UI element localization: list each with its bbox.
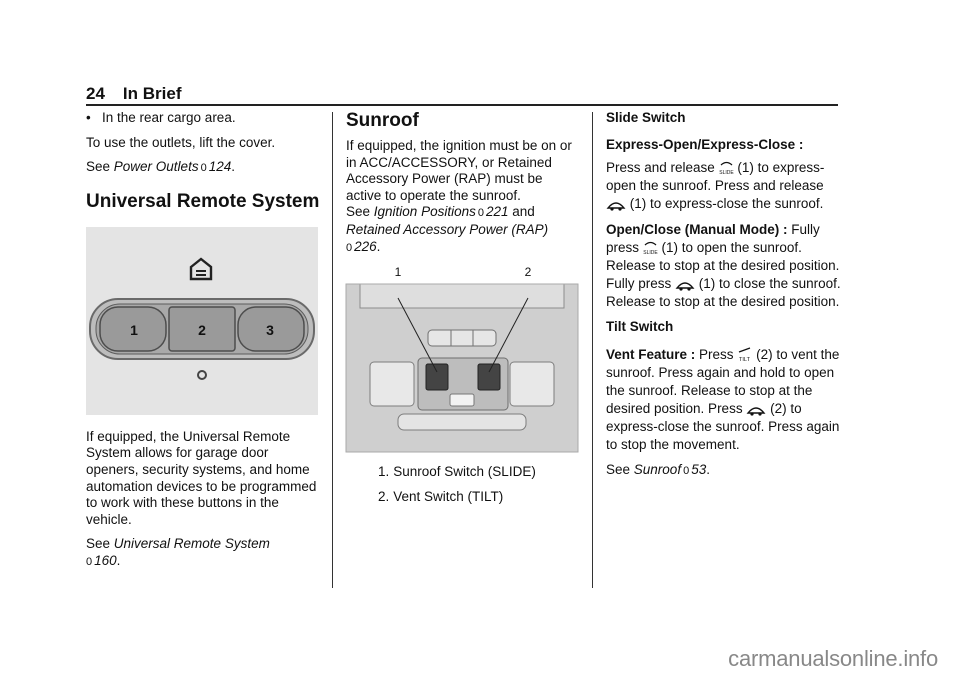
see-universal-remote: See Universal Remote System 0 160. (86, 536, 270, 568)
universal-remote-figure (86, 227, 318, 415)
svg-text:SLIDE: SLIDE (718, 170, 734, 177)
sunroof-switch-figure (346, 264, 578, 454)
slide-switch-icon (426, 364, 448, 390)
remote-button-1-label: 1 (130, 321, 138, 338)
remote-button-2-label: 2 (198, 321, 206, 338)
heading-slide-switch: Slide Switch (606, 110, 686, 125)
slide-open-icon (720, 160, 733, 175)
page-ref-icon: 0 (477, 207, 484, 220)
heading-tilt-switch: Tilt Switch (606, 319, 674, 335)
watermark: carmanualsonline.info (728, 646, 938, 671)
page-ref-icon: 0 (346, 241, 353, 254)
sunroof-close-icon (607, 199, 625, 211)
manual-label: Open/Close (Manual Mode) : (606, 222, 788, 238)
sunroof-body: If equipped, the ignition must be on or in ACC/ACCESSORY, or Retained Accessory Power (RAP) must be active to operate the sunroof. (346, 138, 572, 203)
svg-text:SLIDE: SLIDE (643, 250, 658, 257)
remote-button-3-label: 3 (266, 321, 274, 338)
vent-text: Vent Feature : Press TILT (2) to vent the sunroof. Press again and hold to open the sunroof. Release to stop at the desired position. Press (2) to express-close the sunroof. Press again to stop the movement. (606, 346, 840, 452)
bullet-item: • In the rear cargo area. (86, 110, 236, 125)
express-text: Press and release SLIDE (1) to express-open the sunroof. Press and release (1) to express-close the sunroof. (606, 160, 825, 212)
caption-1: 1. Sunroof Switch (SLIDE) (378, 464, 536, 480)
heading-express: Express-Open/Express-Close : (606, 136, 804, 152)
see-ignition: See Ignition Positions 0 221 and Retained Accessory Power (RAP) 0 226. (346, 204, 549, 254)
manual-text: Open/Close (Manual Mode) : Fully press SLIDE (1) to open the sunroof. Release to stop at the desired position. Fully press (1) to close the sunroof. Release to stop at the desired position. (606, 222, 841, 310)
column-2 (346, 110, 580, 513)
heading-sunroof: Sunroof (346, 110, 419, 131)
header-rule (86, 104, 838, 106)
page-ref-icon: 0 (200, 162, 207, 175)
callout-2: 2 (524, 265, 532, 280)
callout-1: 1 (394, 265, 402, 280)
column-divider-1 (332, 112, 333, 588)
link-universal-remote[interactable]: Universal Remote System (113, 536, 270, 552)
page-ref-icon: 0 (86, 555, 93, 568)
page-number: 24 (86, 84, 105, 103)
sunroof-close-icon (676, 279, 694, 291)
caption-2: 2. Vent Switch (TILT) (378, 488, 504, 504)
sunroof-close-icon (747, 404, 765, 416)
column-3 (606, 110, 842, 487)
slide-open-icon (644, 240, 657, 255)
heading-universal-remote: Universal Remote System (86, 190, 320, 212)
link-sunroof[interactable]: Sunroof (633, 461, 682, 477)
page-ref-icon: 0 (683, 464, 690, 477)
svg-text:TILT: TILT (739, 356, 751, 363)
tilt-switch-icon (478, 364, 500, 390)
link-power-outlets[interactable]: Power Outlets (113, 159, 199, 175)
universal-remote-body: If equipped, the Universal Remote System allows for garage door openers, security systems, and home automation devices to be programmed to work with these buttons in the vehicle. (86, 428, 317, 527)
bullet-icon: • (86, 110, 91, 125)
link-rap[interactable]: Retained Accessory Power (RAP) (346, 221, 549, 237)
page-header (86, 84, 199, 104)
tilt-vent-icon (738, 347, 751, 362)
see-sunroof: See Sunroof 0 53. (606, 461, 710, 477)
vent-label: Vent Feature : (606, 346, 696, 362)
section-title: In Brief (122, 84, 182, 103)
column-divider-2 (592, 112, 593, 588)
outlets-text: To use the outlets, lift the cover. (86, 134, 276, 150)
link-ignition-positions[interactable]: Ignition Positions (373, 204, 476, 220)
column-1 (86, 110, 322, 579)
see-power-outlets: See Power Outlets 0 124. (86, 159, 235, 175)
